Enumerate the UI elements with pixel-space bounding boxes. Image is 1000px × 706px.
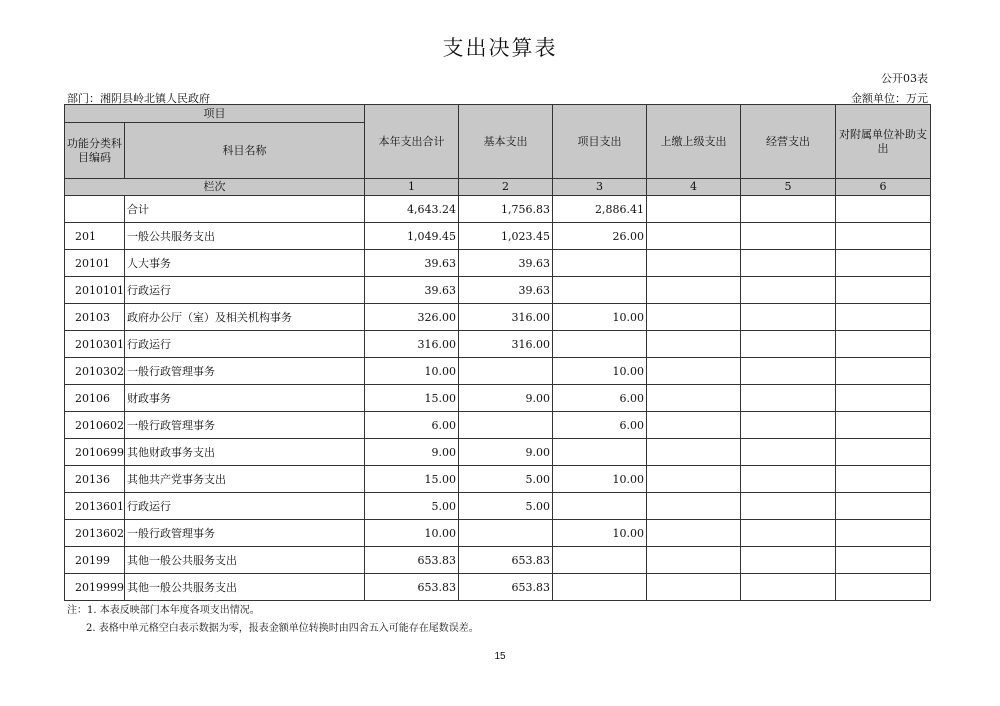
header-upper-payment: 上缴上级支出 <box>647 105 741 179</box>
row-project-cell <box>553 277 647 304</box>
row-upper-cell <box>647 385 741 412</box>
header-project: 项目 <box>65 105 365 123</box>
row-upper-cell <box>647 547 741 574</box>
row-subsidy-cell <box>836 385 931 412</box>
row-business-cell <box>741 277 836 304</box>
page-number: 15 <box>494 651 506 662</box>
table-row <box>65 331 931 358</box>
row-project-cell <box>553 574 647 601</box>
row-basic-cell: 39.63 <box>459 277 553 304</box>
row-name-cell: 其他共产党事务支出 <box>125 466 365 493</box>
row-code-cell: 201 <box>65 223 125 250</box>
row-code-cell: 2013602 <box>65 520 125 547</box>
row-total-cell: 39.63 <box>365 250 459 277</box>
row-name-cell: 行政运行 <box>125 331 365 358</box>
row-subsidy-cell <box>836 304 931 331</box>
column-number: 6 <box>836 179 931 196</box>
table-row <box>65 196 931 223</box>
row-business-cell <box>741 250 836 277</box>
row-project-cell: 10.00 <box>553 466 647 493</box>
table-row <box>65 574 931 601</box>
row-upper-cell <box>647 574 741 601</box>
unit-label: 金额单位：万元 <box>851 92 928 105</box>
row-subsidy-cell <box>836 547 931 574</box>
row-name-cell: 一般公共服务支出 <box>125 223 365 250</box>
row-business-cell <box>741 439 836 466</box>
column-number: 5 <box>741 179 836 196</box>
row-basic-cell: 1,756.83 <box>459 196 553 223</box>
row-basic-cell: 316.00 <box>459 331 553 358</box>
row-business-cell <box>741 385 836 412</box>
row-upper-cell <box>647 277 741 304</box>
table-row <box>65 385 931 412</box>
row-subsidy-cell <box>836 574 931 601</box>
row-name-cell: 其他一般公共服务支出 <box>125 547 365 574</box>
row-total-cell: 326.00 <box>365 304 459 331</box>
column-number: 4 <box>647 179 741 196</box>
row-upper-cell <box>647 196 741 223</box>
row-code-cell: 2010301 <box>65 331 125 358</box>
row-name-cell: 合计 <box>125 196 365 223</box>
row-name-cell: 其他财政事务支出 <box>125 439 365 466</box>
header-total: 本年支出合计 <box>365 105 459 179</box>
row-upper-cell <box>647 466 741 493</box>
row-subsidy-cell <box>836 196 931 223</box>
row-upper-cell <box>647 223 741 250</box>
row-basic-cell: 653.83 <box>459 574 553 601</box>
row-subsidy-cell <box>836 331 931 358</box>
row-project-cell <box>553 547 647 574</box>
row-upper-cell <box>647 304 741 331</box>
row-business-cell <box>741 574 836 601</box>
row-total-cell: 10.00 <box>365 520 459 547</box>
row-total-cell: 316.00 <box>365 331 459 358</box>
row-project-cell: 2,886.41 <box>553 196 647 223</box>
row-code-cell: 20199 <box>65 547 125 574</box>
row-business-cell <box>741 412 836 439</box>
row-total-cell: 653.83 <box>365 547 459 574</box>
row-upper-cell <box>647 331 741 358</box>
row-business-cell <box>741 358 836 385</box>
column-number: 1 <box>365 179 459 196</box>
row-total-cell: 5.00 <box>365 493 459 520</box>
row-code-cell: 2010602 <box>65 412 125 439</box>
row-project-cell: 10.00 <box>553 304 647 331</box>
header-subsidy: 对附属单位补助支出 <box>836 105 931 179</box>
header-subject-name: 科目名称 <box>125 123 365 179</box>
form-code: 公开03表 <box>881 72 928 85</box>
row-total-cell: 15.00 <box>365 466 459 493</box>
header-business: 经营支出 <box>741 105 836 179</box>
row-subsidy-cell <box>836 250 931 277</box>
table-row <box>65 358 931 385</box>
page-title: 支出决算表 <box>442 36 558 60</box>
table-row <box>65 412 931 439</box>
row-total-cell: 4,643.24 <box>365 196 459 223</box>
row-business-cell <box>741 520 836 547</box>
table-row <box>65 493 931 520</box>
row-subsidy-cell <box>836 466 931 493</box>
row-business-cell <box>741 466 836 493</box>
row-name-cell: 人大事务 <box>125 250 365 277</box>
row-basic-cell: 5.00 <box>459 466 553 493</box>
row-business-cell <box>741 223 836 250</box>
row-basic-cell <box>459 358 553 385</box>
row-name-cell: 政府办公厅（室）及相关机构事务 <box>125 304 365 331</box>
department-label: 部门：湘阴县岭北镇人民政府 <box>67 92 210 105</box>
row-code-cell: 2013601 <box>65 493 125 520</box>
column-number: 2 <box>459 179 553 196</box>
row-business-cell <box>741 304 836 331</box>
expenditure-table <box>64 104 931 601</box>
row-total-cell: 9.00 <box>365 439 459 466</box>
row-basic-cell: 9.00 <box>459 439 553 466</box>
row-upper-cell <box>647 520 741 547</box>
row-upper-cell <box>647 493 741 520</box>
row-basic-cell <box>459 520 553 547</box>
row-basic-cell <box>459 412 553 439</box>
row-project-cell: 10.00 <box>553 520 647 547</box>
header-basic: 基本支出 <box>459 105 553 179</box>
row-name-cell: 财政事务 <box>125 385 365 412</box>
header-row-label: 栏次 <box>65 179 365 196</box>
table-row <box>65 223 931 250</box>
row-project-cell <box>553 493 647 520</box>
row-basic-cell: 316.00 <box>459 304 553 331</box>
row-subsidy-cell <box>836 439 931 466</box>
row-code-cell: 20136 <box>65 466 125 493</box>
row-subsidy-cell <box>836 277 931 304</box>
table-row <box>65 277 931 304</box>
row-code-cell: 2010302 <box>65 358 125 385</box>
row-business-cell <box>741 196 836 223</box>
row-upper-cell <box>647 250 741 277</box>
row-project-cell <box>553 331 647 358</box>
row-name-cell: 行政运行 <box>125 277 365 304</box>
row-name-cell: 其他一般公共服务支出 <box>125 574 365 601</box>
row-code-cell: 20103 <box>65 304 125 331</box>
row-name-cell: 一般行政管理事务 <box>125 520 365 547</box>
row-total-cell: 10.00 <box>365 358 459 385</box>
table-row <box>65 547 931 574</box>
footnote-1: 注：1. 本表反映部门本年度各项支出情况。 <box>67 605 260 616</box>
row-code-cell: 20101 <box>65 250 125 277</box>
row-basic-cell: 5.00 <box>459 493 553 520</box>
row-total-cell: 1,049.45 <box>365 223 459 250</box>
row-project-cell <box>553 250 647 277</box>
row-total-cell: 15.00 <box>365 385 459 412</box>
row-basic-cell: 9.00 <box>459 385 553 412</box>
row-subsidy-cell <box>836 412 931 439</box>
table-row <box>65 439 931 466</box>
row-subsidy-cell <box>836 493 931 520</box>
row-basic-cell: 39.63 <box>459 250 553 277</box>
row-upper-cell <box>647 358 741 385</box>
row-total-cell: 653.83 <box>365 574 459 601</box>
footnote-2: 2. 表格中单元格空白表示数据为零，报表金额单位转换时由四舍五入可能存在尾数误差。 <box>86 623 479 634</box>
row-subsidy-cell <box>836 520 931 547</box>
row-subsidy-cell <box>836 358 931 385</box>
table-row <box>65 304 931 331</box>
row-business-cell <box>741 331 836 358</box>
row-project-cell: 6.00 <box>553 412 647 439</box>
row-code-cell: 2010101 <box>65 277 125 304</box>
row-basic-cell: 1,023.45 <box>459 223 553 250</box>
row-code-cell: 2019999 <box>65 574 125 601</box>
row-project-cell: 26.00 <box>553 223 647 250</box>
row-subsidy-cell <box>836 223 931 250</box>
header-function-code: 功能分类科目编码 <box>65 123 125 179</box>
column-number: 3 <box>553 179 647 196</box>
row-basic-cell: 653.83 <box>459 547 553 574</box>
table-row <box>65 520 931 547</box>
row-project-cell <box>553 439 647 466</box>
row-name-cell: 行政运行 <box>125 493 365 520</box>
row-total-cell: 39.63 <box>365 277 459 304</box>
row-code-cell <box>65 196 125 223</box>
table-row <box>65 250 931 277</box>
row-project-cell: 6.00 <box>553 385 647 412</box>
row-upper-cell <box>647 439 741 466</box>
table-row <box>65 466 931 493</box>
row-name-cell: 一般行政管理事务 <box>125 358 365 385</box>
row-business-cell <box>741 547 836 574</box>
row-business-cell <box>741 493 836 520</box>
row-code-cell: 2010699 <box>65 439 125 466</box>
header-project-expenditure: 项目支出 <box>553 105 647 179</box>
row-project-cell: 10.00 <box>553 358 647 385</box>
row-code-cell: 20106 <box>65 385 125 412</box>
row-upper-cell <box>647 412 741 439</box>
row-total-cell: 6.00 <box>365 412 459 439</box>
row-name-cell: 一般行政管理事务 <box>125 412 365 439</box>
